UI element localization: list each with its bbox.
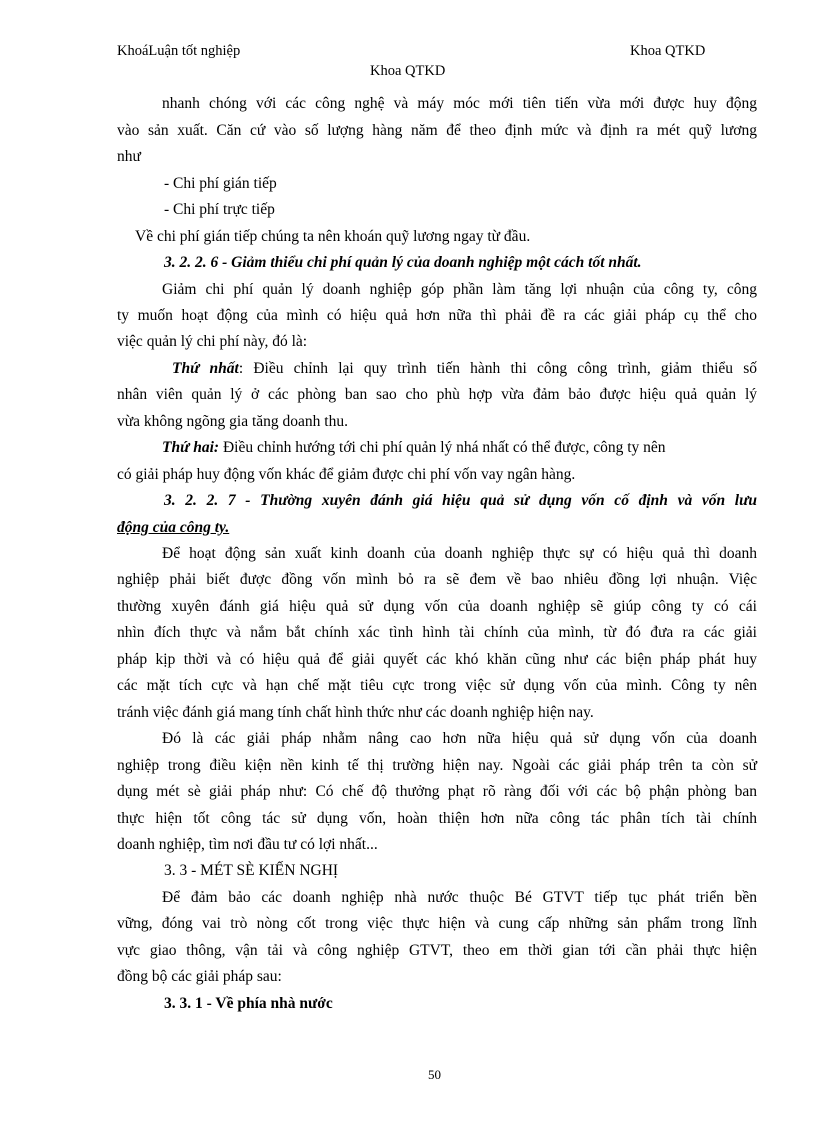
body-line: như	[117, 148, 141, 165]
emphasis-label: Thứ nhất	[172, 360, 239, 377]
body-line	[162, 438, 802, 458]
body-line: nhìn đích thực và nắm bắt chính xác tình hình tài chính của mình, từ đó đưa ra các giải	[117, 624, 757, 641]
body-line: vào sản xuất. Căn cứ vào số lượng hàng năm để theo định mức và định ra mét quỹ lương	[117, 122, 757, 139]
body-line: nhân viên quản lý ở các phòng ban sao cho phù hợp vừa đảm bảo được hiệu quả quản lý	[117, 386, 757, 403]
section-heading: 3. 3. 1 - Về phía nhà nước	[164, 995, 333, 1012]
body-line: thường xuyên đánh giá hiệu quả sử dụng vốn của doanh nghiệp sẽ giúp công ty có cái	[117, 598, 757, 615]
body-line: thực hiện tốt công tác sử dụng vốn, hoàn thiện hơn nữa công tác phân tích tài chính	[117, 810, 757, 827]
section-heading: 3. 3 - MÉT SÈ KIẾN NGHỊ	[164, 862, 339, 879]
body-line: doanh nghiệp, tìm nơi đầu tư có lợi nhất...	[117, 836, 378, 853]
body-line: nghiệp trong điều kiện nền kinh tế thị trường hiện nay. Ngoài các giải pháp trên ta còn sử	[117, 757, 757, 774]
page-number: 50	[428, 1067, 441, 1082]
section-heading: 3. 2. 2. 7 - Thường xuyên đánh giá hiệu quả sử dụng vốn cố định và vốn lưu	[164, 492, 757, 509]
body-text: : Điều chỉnh lại quy trình tiến hành thi công công trình, giảm thiểu số	[238, 360, 757, 377]
bullet-item: - Chi phí gián tiếp	[164, 175, 277, 192]
body-line: nghiệp phải biết được đồng vốn mình bỏ ra sẽ đem về bao nhiêu đồng lợi nhuận. Việc	[117, 571, 757, 588]
body-line: ty muốn hoạt động của mình có hiệu quả hơn nữa thì phải đề ra các giải pháp cụ thể cho	[117, 307, 757, 324]
body-text: Điều chỉnh hướng tới chi phí quản lý nhá nhất có thể được, công ty nên	[219, 439, 666, 456]
body-line: vừa không ngõng gia tăng doanh thu.	[117, 413, 348, 430]
body-line: pháp kịp thời và có hiệu quả để giải quyết các khó khăn cũng như các biện pháp phát huy	[117, 651, 757, 668]
body-line: Giảm chi phí quản lý doanh nghiệp góp phần làm tăng lợi nhuận của công ty, công	[162, 281, 757, 298]
body-line: vững, đóng vai trò nòng cốt trong việc thực hiện và cung cấp những sản phẩm trong lĩnh	[117, 915, 757, 932]
header-left: KhoáLuận tốt nghiệp	[117, 43, 241, 59]
body-line: Để đảm bảo các doanh nghiệp nhà nước thuộc Bé GTVT tiếp tục phát triển bền	[162, 889, 757, 906]
bullet-item: - Chi phí trực tiếp	[164, 201, 275, 218]
body-line: Đó là các giải pháp nhằm nâng cao hơn nữa hiệu quả sử dụng vốn của doanh	[162, 730, 757, 747]
header-center: Khoa QTKD	[370, 63, 446, 79]
body-line: đồng bộ các giải pháp sau:	[117, 968, 282, 985]
body-line	[172, 359, 757, 379]
body-line: có giải pháp huy động vốn khác để giảm được chi phí vốn vay ngân hàng.	[117, 466, 576, 483]
emphasis-label: Thứ hai:	[162, 439, 220, 456]
section-heading: động của công ty.	[117, 519, 230, 536]
body-line: dụng mét sè giải pháp như: Có chế độ thưởng phạt rõ ràng đối với các bộ phận phòng ban	[117, 783, 757, 800]
body-line: Để hoạt động sản xuất kinh doanh của doanh nghiệp thực sự có hiệu quả thì doanh	[162, 545, 757, 562]
header-right: Khoa QTKD	[630, 43, 706, 59]
body-line: tránh việc đánh giá mang tính chất hình thức như các doanh nghiệp hiện nay.	[117, 704, 594, 721]
body-line: Về chi phí gián tiếp chúng ta nên khoán quỹ lương ngay từ đầu.	[135, 228, 531, 245]
body-line: vực giao thông, vận tải và công nghiệp GTVT, theo em thời gian tới cần phải thực hiện	[117, 942, 757, 959]
body-line: việc quản lý chi phí này, đó là:	[117, 333, 308, 350]
body-line: các mặt tích cực và hạn chế mặt tiêu cực trong việc sử dụng vốn của mình. Công ty nên	[117, 677, 757, 694]
section-heading: 3. 2. 2. 6 - Giảm thiểu chi phí quản lý của doanh nghiệp một cách tốt nhất.	[164, 254, 642, 271]
body-line: nhanh chóng với các công nghệ và máy móc mới tiên tiến vừa mới được huy động	[162, 95, 757, 112]
